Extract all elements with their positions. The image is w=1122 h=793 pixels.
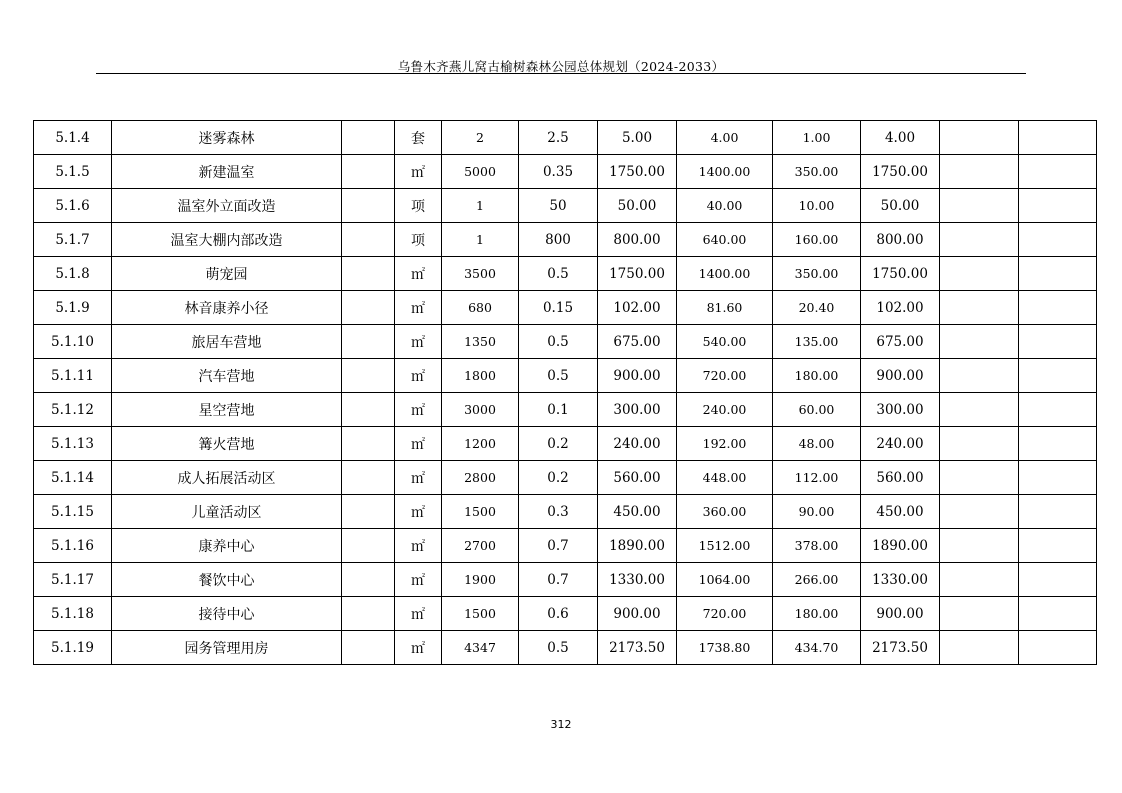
cost-part-a-cell: 1400.00 <box>677 155 773 189</box>
cost-part-b-cell: 135.00 <box>773 325 861 359</box>
item-name-cell: 新建温室 <box>112 155 342 189</box>
cost-part-a-cell: 40.00 <box>677 189 773 223</box>
empty-cell-d <box>940 597 1019 631</box>
cost-part-b-cell: 10.00 <box>773 189 861 223</box>
item-id-cell: 5.1.13 <box>34 427 112 461</box>
cost-part-b-cell: 350.00 <box>773 155 861 189</box>
unit-cell: ㎡ <box>395 359 442 393</box>
empty-cell-e <box>1019 257 1097 291</box>
cost-part-b-cell: 434.70 <box>773 631 861 665</box>
cost-part-c-cell: 1750.00 <box>861 257 940 291</box>
total-cost-cell: 240.00 <box>598 427 677 461</box>
cost-part-a-cell: 360.00 <box>677 495 773 529</box>
empty-cell-d <box>940 257 1019 291</box>
blank-cell <box>342 189 395 223</box>
total-cost-cell: 1750.00 <box>598 257 677 291</box>
unit-cell: ㎡ <box>395 393 442 427</box>
blank-cell <box>342 597 395 631</box>
quantity-cell: 2800 <box>442 461 519 495</box>
table-row <box>34 631 1097 665</box>
unit-price-cell: 0.15 <box>519 291 598 325</box>
total-cost-cell: 50.00 <box>598 189 677 223</box>
quantity-cell: 1500 <box>442 597 519 631</box>
quantity-cell: 2700 <box>442 529 519 563</box>
item-id-cell: 5.1.5 <box>34 155 112 189</box>
table-row <box>34 257 1097 291</box>
total-cost-cell: 900.00 <box>598 597 677 631</box>
cost-part-c-cell: 300.00 <box>861 393 940 427</box>
table-row <box>34 597 1097 631</box>
unit-price-cell: 0.6 <box>519 597 598 631</box>
quantity-cell: 1900 <box>442 563 519 597</box>
total-cost-cell: 1750.00 <box>598 155 677 189</box>
blank-cell <box>342 393 395 427</box>
empty-cell-d <box>940 223 1019 257</box>
table-row <box>34 359 1097 393</box>
total-cost-cell: 5.00 <box>598 121 677 155</box>
cost-part-a-cell: 540.00 <box>677 325 773 359</box>
unit-price-cell: 50 <box>519 189 598 223</box>
cost-part-a-cell: 448.00 <box>677 461 773 495</box>
item-id-cell: 5.1.12 <box>34 393 112 427</box>
blank-cell <box>342 631 395 665</box>
total-cost-cell: 675.00 <box>598 325 677 359</box>
empty-cell-d <box>940 155 1019 189</box>
quantity-cell: 1200 <box>442 427 519 461</box>
unit-cell: ㎡ <box>395 291 442 325</box>
item-id-cell: 5.1.15 <box>34 495 112 529</box>
quantity-cell: 5000 <box>442 155 519 189</box>
quantity-cell: 1 <box>442 189 519 223</box>
unit-cell: ㎡ <box>395 597 442 631</box>
unit-price-cell: 0.1 <box>519 393 598 427</box>
total-cost-cell: 2173.50 <box>598 631 677 665</box>
total-cost-cell: 102.00 <box>598 291 677 325</box>
unit-price-cell: 0.5 <box>519 257 598 291</box>
unit-cell: ㎡ <box>395 427 442 461</box>
blank-cell <box>342 155 395 189</box>
blank-cell <box>342 325 395 359</box>
unit-price-cell: 0.7 <box>519 529 598 563</box>
empty-cell-e <box>1019 223 1097 257</box>
item-id-cell: 5.1.16 <box>34 529 112 563</box>
unit-price-cell: 0.5 <box>519 631 598 665</box>
empty-cell-e <box>1019 631 1097 665</box>
item-id-cell: 5.1.19 <box>34 631 112 665</box>
item-id-cell: 5.1.9 <box>34 291 112 325</box>
item-name-cell: 接待中心 <box>112 597 342 631</box>
page-number: 312 <box>550 718 572 731</box>
blank-cell <box>342 427 395 461</box>
unit-price-cell: 800 <box>519 223 598 257</box>
empty-cell-e <box>1019 597 1097 631</box>
empty-cell-d <box>940 291 1019 325</box>
blank-cell <box>342 461 395 495</box>
cost-part-c-cell: 240.00 <box>861 427 940 461</box>
empty-cell-e <box>1019 359 1097 393</box>
item-id-cell: 5.1.10 <box>34 325 112 359</box>
cost-part-a-cell: 240.00 <box>677 393 773 427</box>
blank-cell <box>342 257 395 291</box>
empty-cell-d <box>940 393 1019 427</box>
empty-cell-e <box>1019 427 1097 461</box>
quantity-cell: 2 <box>442 121 519 155</box>
empty-cell-d <box>940 563 1019 597</box>
empty-cell-e <box>1019 291 1097 325</box>
cost-part-c-cell: 4.00 <box>861 121 940 155</box>
blank-cell <box>342 495 395 529</box>
unit-price-cell: 0.3 <box>519 495 598 529</box>
item-id-cell: 5.1.8 <box>34 257 112 291</box>
empty-cell-e <box>1019 393 1097 427</box>
blank-cell <box>342 291 395 325</box>
cost-part-c-cell: 1890.00 <box>861 529 940 563</box>
table-row <box>34 121 1097 155</box>
table-row <box>34 529 1097 563</box>
empty-cell-e <box>1019 189 1097 223</box>
unit-cell: ㎡ <box>395 257 442 291</box>
item-name-cell: 温室大棚内部改造 <box>112 223 342 257</box>
unit-price-cell: 0.2 <box>519 461 598 495</box>
empty-cell-e <box>1019 325 1097 359</box>
cost-part-b-cell: 180.00 <box>773 359 861 393</box>
quantity-cell: 4347 <box>442 631 519 665</box>
item-name-cell: 成人拓展活动区 <box>112 461 342 495</box>
item-name-cell: 儿童活动区 <box>112 495 342 529</box>
blank-cell <box>342 121 395 155</box>
table-row <box>34 563 1097 597</box>
cost-part-b-cell: 1.00 <box>773 121 861 155</box>
unit-price-cell: 0.5 <box>519 359 598 393</box>
unit-cell: 套 <box>395 121 442 155</box>
cost-part-a-cell: 1512.00 <box>677 529 773 563</box>
unit-price-cell: 0.7 <box>519 563 598 597</box>
empty-cell-d <box>940 359 1019 393</box>
cost-part-b-cell: 180.00 <box>773 597 861 631</box>
item-id-cell: 5.1.18 <box>34 597 112 631</box>
unit-cell: ㎡ <box>395 461 442 495</box>
cost-part-a-cell: 4.00 <box>677 121 773 155</box>
cost-part-c-cell: 800.00 <box>861 223 940 257</box>
unit-cell: ㎡ <box>395 529 442 563</box>
empty-cell-e <box>1019 529 1097 563</box>
total-cost-cell: 800.00 <box>598 223 677 257</box>
unit-price-cell: 2.5 <box>519 121 598 155</box>
blank-cell <box>342 359 395 393</box>
cost-part-c-cell: 1750.00 <box>861 155 940 189</box>
item-id-cell: 5.1.17 <box>34 563 112 597</box>
blank-cell <box>342 563 395 597</box>
item-name-cell: 汽车营地 <box>112 359 342 393</box>
unit-price-cell: 0.5 <box>519 325 598 359</box>
item-name-cell: 旅居车营地 <box>112 325 342 359</box>
item-name-cell: 篝火营地 <box>112 427 342 461</box>
cost-part-b-cell: 20.40 <box>773 291 861 325</box>
document-header-title: 乌鲁木齐燕儿窝古榆树森林公园总体规划（2024-2033） <box>397 59 725 74</box>
unit-cell: ㎡ <box>395 325 442 359</box>
budget-table <box>33 120 1097 665</box>
item-name-cell: 萌宠园 <box>112 257 342 291</box>
cost-part-c-cell: 675.00 <box>861 325 940 359</box>
cost-part-c-cell: 900.00 <box>861 359 940 393</box>
cost-part-c-cell: 450.00 <box>861 495 940 529</box>
table-row <box>34 427 1097 461</box>
quantity-cell: 3000 <box>442 393 519 427</box>
item-id-cell: 5.1.6 <box>34 189 112 223</box>
empty-cell-e <box>1019 563 1097 597</box>
cost-part-a-cell: 1738.80 <box>677 631 773 665</box>
cost-part-b-cell: 350.00 <box>773 257 861 291</box>
item-name-cell: 星空营地 <box>112 393 342 427</box>
empty-cell-d <box>940 529 1019 563</box>
cost-part-a-cell: 192.00 <box>677 427 773 461</box>
empty-cell-d <box>940 189 1019 223</box>
item-id-cell: 5.1.11 <box>34 359 112 393</box>
table-row <box>34 291 1097 325</box>
total-cost-cell: 450.00 <box>598 495 677 529</box>
cost-part-b-cell: 378.00 <box>773 529 861 563</box>
table-row <box>34 495 1097 529</box>
empty-cell-e <box>1019 495 1097 529</box>
table-row <box>34 155 1097 189</box>
empty-cell-d <box>940 325 1019 359</box>
empty-cell-e <box>1019 121 1097 155</box>
cost-part-b-cell: 160.00 <box>773 223 861 257</box>
empty-cell-e <box>1019 461 1097 495</box>
unit-price-cell: 0.2 <box>519 427 598 461</box>
cost-part-a-cell: 720.00 <box>677 359 773 393</box>
total-cost-cell: 300.00 <box>598 393 677 427</box>
cost-part-a-cell: 81.60 <box>677 291 773 325</box>
table-row <box>34 393 1097 427</box>
item-name-cell: 餐饮中心 <box>112 563 342 597</box>
table-row <box>34 325 1097 359</box>
unit-cell: ㎡ <box>395 155 442 189</box>
empty-cell-d <box>940 427 1019 461</box>
quantity-cell: 1500 <box>442 495 519 529</box>
quantity-cell: 1 <box>442 223 519 257</box>
unit-cell: 项 <box>395 223 442 257</box>
quantity-cell: 680 <box>442 291 519 325</box>
empty-cell-d <box>940 631 1019 665</box>
table-row <box>34 189 1097 223</box>
item-name-cell: 园务管理用房 <box>112 631 342 665</box>
quantity-cell: 1800 <box>442 359 519 393</box>
item-id-cell: 5.1.14 <box>34 461 112 495</box>
blank-cell <box>342 223 395 257</box>
total-cost-cell: 900.00 <box>598 359 677 393</box>
cost-part-b-cell: 266.00 <box>773 563 861 597</box>
cost-part-c-cell: 900.00 <box>861 597 940 631</box>
total-cost-cell: 1330.00 <box>598 563 677 597</box>
total-cost-cell: 1890.00 <box>598 529 677 563</box>
cost-part-b-cell: 60.00 <box>773 393 861 427</box>
cost-part-c-cell: 1330.00 <box>861 563 940 597</box>
item-name-cell: 温室外立面改造 <box>112 189 342 223</box>
total-cost-cell: 560.00 <box>598 461 677 495</box>
item-name-cell: 康养中心 <box>112 529 342 563</box>
header-divider <box>96 73 1026 74</box>
empty-cell-e <box>1019 155 1097 189</box>
cost-part-b-cell: 112.00 <box>773 461 861 495</box>
unit-cell: 项 <box>395 189 442 223</box>
item-id-cell: 5.1.4 <box>34 121 112 155</box>
cost-part-c-cell: 2173.50 <box>861 631 940 665</box>
cost-part-c-cell: 560.00 <box>861 461 940 495</box>
cost-part-a-cell: 720.00 <box>677 597 773 631</box>
unit-price-cell: 0.35 <box>519 155 598 189</box>
quantity-cell: 3500 <box>442 257 519 291</box>
empty-cell-d <box>940 121 1019 155</box>
cost-part-c-cell: 50.00 <box>861 189 940 223</box>
item-name-cell: 林音康养小径 <box>112 291 342 325</box>
cost-part-a-cell: 1064.00 <box>677 563 773 597</box>
table-row <box>34 223 1097 257</box>
blank-cell <box>342 529 395 563</box>
cost-part-b-cell: 48.00 <box>773 427 861 461</box>
cost-part-c-cell: 102.00 <box>861 291 940 325</box>
cost-part-b-cell: 90.00 <box>773 495 861 529</box>
table-row <box>34 461 1097 495</box>
unit-cell: ㎡ <box>395 631 442 665</box>
unit-cell: ㎡ <box>395 495 442 529</box>
unit-cell: ㎡ <box>395 563 442 597</box>
empty-cell-d <box>940 495 1019 529</box>
item-name-cell: 迷雾森林 <box>112 121 342 155</box>
empty-cell-d <box>940 461 1019 495</box>
cost-part-a-cell: 640.00 <box>677 223 773 257</box>
item-id-cell: 5.1.7 <box>34 223 112 257</box>
quantity-cell: 1350 <box>442 325 519 359</box>
cost-part-a-cell: 1400.00 <box>677 257 773 291</box>
